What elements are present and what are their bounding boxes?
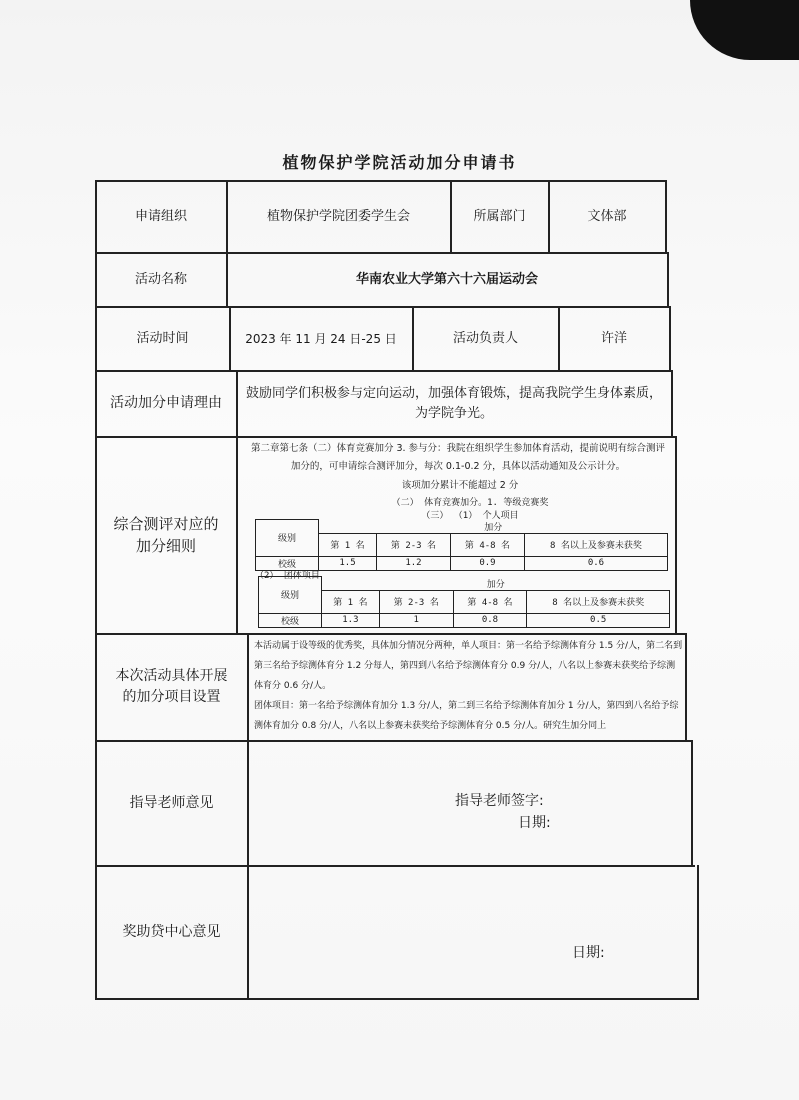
dept-label: 所属部门 <box>473 208 526 224</box>
rules-heading: （二） 体育竞赛加分。1. 等级竞赛奖 <box>391 498 549 508</box>
form-title: 植物保护学院活动加分申请书 <box>282 153 517 172</box>
teacher-sign-label: 指导老师签字: <box>455 793 544 809</box>
col-eighth-plus: 8 名以上及参赛未获奖 <box>524 533 667 556</box>
center-opinion-label: 奖助贷中心意见 <box>122 923 221 940</box>
col-fourth-eighth: 第 4-8 名 <box>450 533 524 556</box>
teacher-date-label: 日期: <box>518 815 551 831</box>
center-date-label: 日期: <box>572 945 605 961</box>
activity-time-label: 活动时间 <box>136 330 189 346</box>
individual-value: 0.6 <box>524 556 667 570</box>
rules-label: 综合测评对应的加分细则 <box>113 514 219 555</box>
add-header: 加分 <box>319 520 668 534</box>
col-first: 第 1 名 <box>319 533 377 556</box>
level-header: 级别 <box>256 520 319 557</box>
org-value: 植物保护学院团委学生会 <box>266 208 410 224</box>
individual-value: 1.2 <box>376 556 450 570</box>
setup-label: 本次活动具体开展的加分项目设置 <box>115 668 228 705</box>
col-first: 第 1 名 <box>322 590 380 613</box>
reason-label: 活动加分申请理由 <box>110 395 222 411</box>
leader-value: 许洋 <box>600 330 627 346</box>
team-caption: （2） 团体项目 <box>255 571 320 581</box>
col-second-third: 第 2-3 名 <box>376 533 450 556</box>
school-label: 校级 <box>259 613 322 627</box>
team-value: 0.5 <box>527 613 670 627</box>
rules-text-2: 该项加分累计不能超过 2 分 <box>401 480 519 491</box>
setup-text-1: 本活动属于设等级的优秀奖，具体加分情况分两种，单人项目：第一名给予综测体育分 1.5 分/人，第二名到第三名给予综测体育分 1.2 分每人，第四到八名给予综测体育分 0.9 分/人，八名以上参赛未获奖给予综测体育分 0.6 分/人。 <box>254 641 683 691</box>
activity-name-label: 活动名称 <box>134 271 187 287</box>
add-header: 加分 <box>322 577 670 591</box>
rules-text-1: 第二章第七条（二）体育竞赛加分 3. 参与分：我院在组织学生参加体育活动，提前说明有综合测评加分的，可申请综合测评加分，每次 0.1-0.2 分，具体以活动通知及公示计分。 <box>250 443 666 473</box>
team-value: 1.3 <box>322 613 380 627</box>
leader-label: 活动负责人 <box>452 330 518 346</box>
team-value: 0.8 <box>453 613 527 627</box>
team-value: 1 <box>379 613 453 627</box>
team-score-table <box>258 576 670 628</box>
teacher-opinion-label: 指导老师意见 <box>129 794 214 811</box>
individual-value: 0.9 <box>450 556 524 570</box>
individual-caption: （三） （1） 个人项目 <box>421 511 519 521</box>
activity-name-value: 华南农业大学第六十六届运动会 <box>355 271 538 287</box>
level-header: 级别 <box>259 577 322 614</box>
activity-time-value: 2023 年 11 月 24 日-25 日 <box>245 331 397 346</box>
col-fourth-eighth: 第 4-8 名 <box>453 590 527 613</box>
school-label: 校级 <box>256 556 319 570</box>
dept-value: 文体部 <box>587 208 627 224</box>
reason-value: 鼓励同学们积极参与定向运动，加强体育锻炼，提高我院学生身体素质，为学院争光。 <box>246 386 663 421</box>
individual-score-table <box>255 519 668 571</box>
individual-value: 1.5 <box>319 556 377 570</box>
org-label: 申请组织 <box>134 208 187 224</box>
col-eighth-plus: 8 名以上及参赛未获奖 <box>527 590 670 613</box>
setup-text-2: 团体项目：第一名给予综测体育加分 1.3 分/人，第二到三名给予综测体育加分 1 分/人，第四到八名给予综测体育加分 0.8 分/人，八名以上参赛未获奖给予综测体育分 0.5 分/人。研究生加分同上 <box>254 701 679 731</box>
col-second-third: 第 2-3 名 <box>379 590 453 613</box>
